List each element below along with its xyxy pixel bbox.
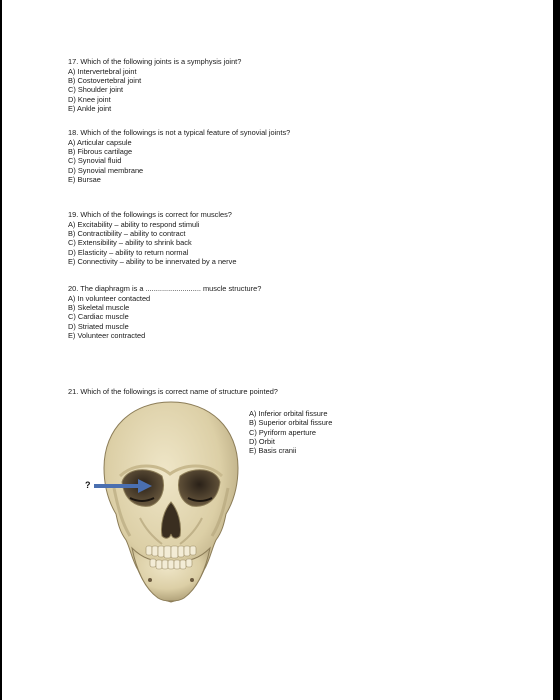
question-title: 20. The diaphragm is a ........................... muscle structure? bbox=[68, 284, 262, 293]
question-title: 18. Which of the followings is not a typical feature of synovial joints? bbox=[68, 128, 291, 137]
upper-teeth bbox=[146, 546, 196, 558]
answer-option: A) In volunteer contacted bbox=[68, 293, 151, 303]
answer-option: E) Ankle joint bbox=[68, 103, 112, 113]
answer-option: A) Intervertebral joint bbox=[68, 66, 137, 76]
pointer-arrow-icon bbox=[94, 479, 154, 493]
answer-option: B) Fibrous cartilage bbox=[68, 147, 133, 157]
answer-option: B) Superior orbital fissure bbox=[249, 418, 333, 428]
answer-option: C) Synovial fluid bbox=[68, 156, 122, 166]
answer-option: C) Extensibility – ability to shrink back bbox=[68, 238, 192, 248]
answer-option: A) Excitability – ability to respond stimuli bbox=[68, 219, 200, 229]
question-21 bbox=[68, 387, 278, 397]
question-17 bbox=[68, 57, 241, 113]
answer-option: D) Orbit bbox=[249, 436, 275, 446]
question-title: 19. Which of the followings is correct for muscles? bbox=[68, 210, 232, 219]
question-18 bbox=[68, 128, 290, 184]
answer-option: E) Basis cranii bbox=[249, 446, 297, 456]
answer-option: B) Skeletal muscle bbox=[68, 303, 130, 313]
answer-option: D) Synovial membrane bbox=[68, 165, 144, 175]
question-marker: ? bbox=[85, 480, 91, 490]
answer-option: B) Contractibility – ability to contract bbox=[68, 229, 186, 239]
lower-teeth bbox=[150, 559, 192, 569]
question-21-options bbox=[249, 409, 332, 455]
answer-option: D) Striated muscle bbox=[68, 321, 129, 331]
document-page bbox=[2, 0, 553, 700]
question-20 bbox=[68, 284, 261, 340]
answer-option: E) Bursae bbox=[68, 174, 101, 184]
answer-option: E) Connectivity – ability to be innervated by a nerve bbox=[68, 256, 237, 266]
answer-option: C) Shoulder joint bbox=[68, 85, 124, 95]
skull-icon bbox=[100, 398, 242, 610]
answer-option: B) Costovertebral joint bbox=[68, 76, 142, 86]
answer-option: C) Pyriform aperture bbox=[249, 427, 316, 437]
answer-option: A) Inferior orbital fissure bbox=[249, 409, 328, 418]
answer-option: E) Volunteer contracted bbox=[68, 330, 146, 340]
question-title: 21. Which of the followings is correct name of structure pointed? bbox=[68, 387, 278, 396]
answer-option: C) Cardiac muscle bbox=[68, 312, 129, 322]
question-19 bbox=[68, 210, 236, 266]
answer-option: D) Knee joint bbox=[68, 94, 111, 104]
answer-option: D) Elasticity – ability to return normal bbox=[68, 247, 189, 257]
answer-option: A) Articular capsule bbox=[68, 137, 132, 147]
question-title: 17. Which of the following joints is a symphysis joint? bbox=[68, 57, 242, 66]
